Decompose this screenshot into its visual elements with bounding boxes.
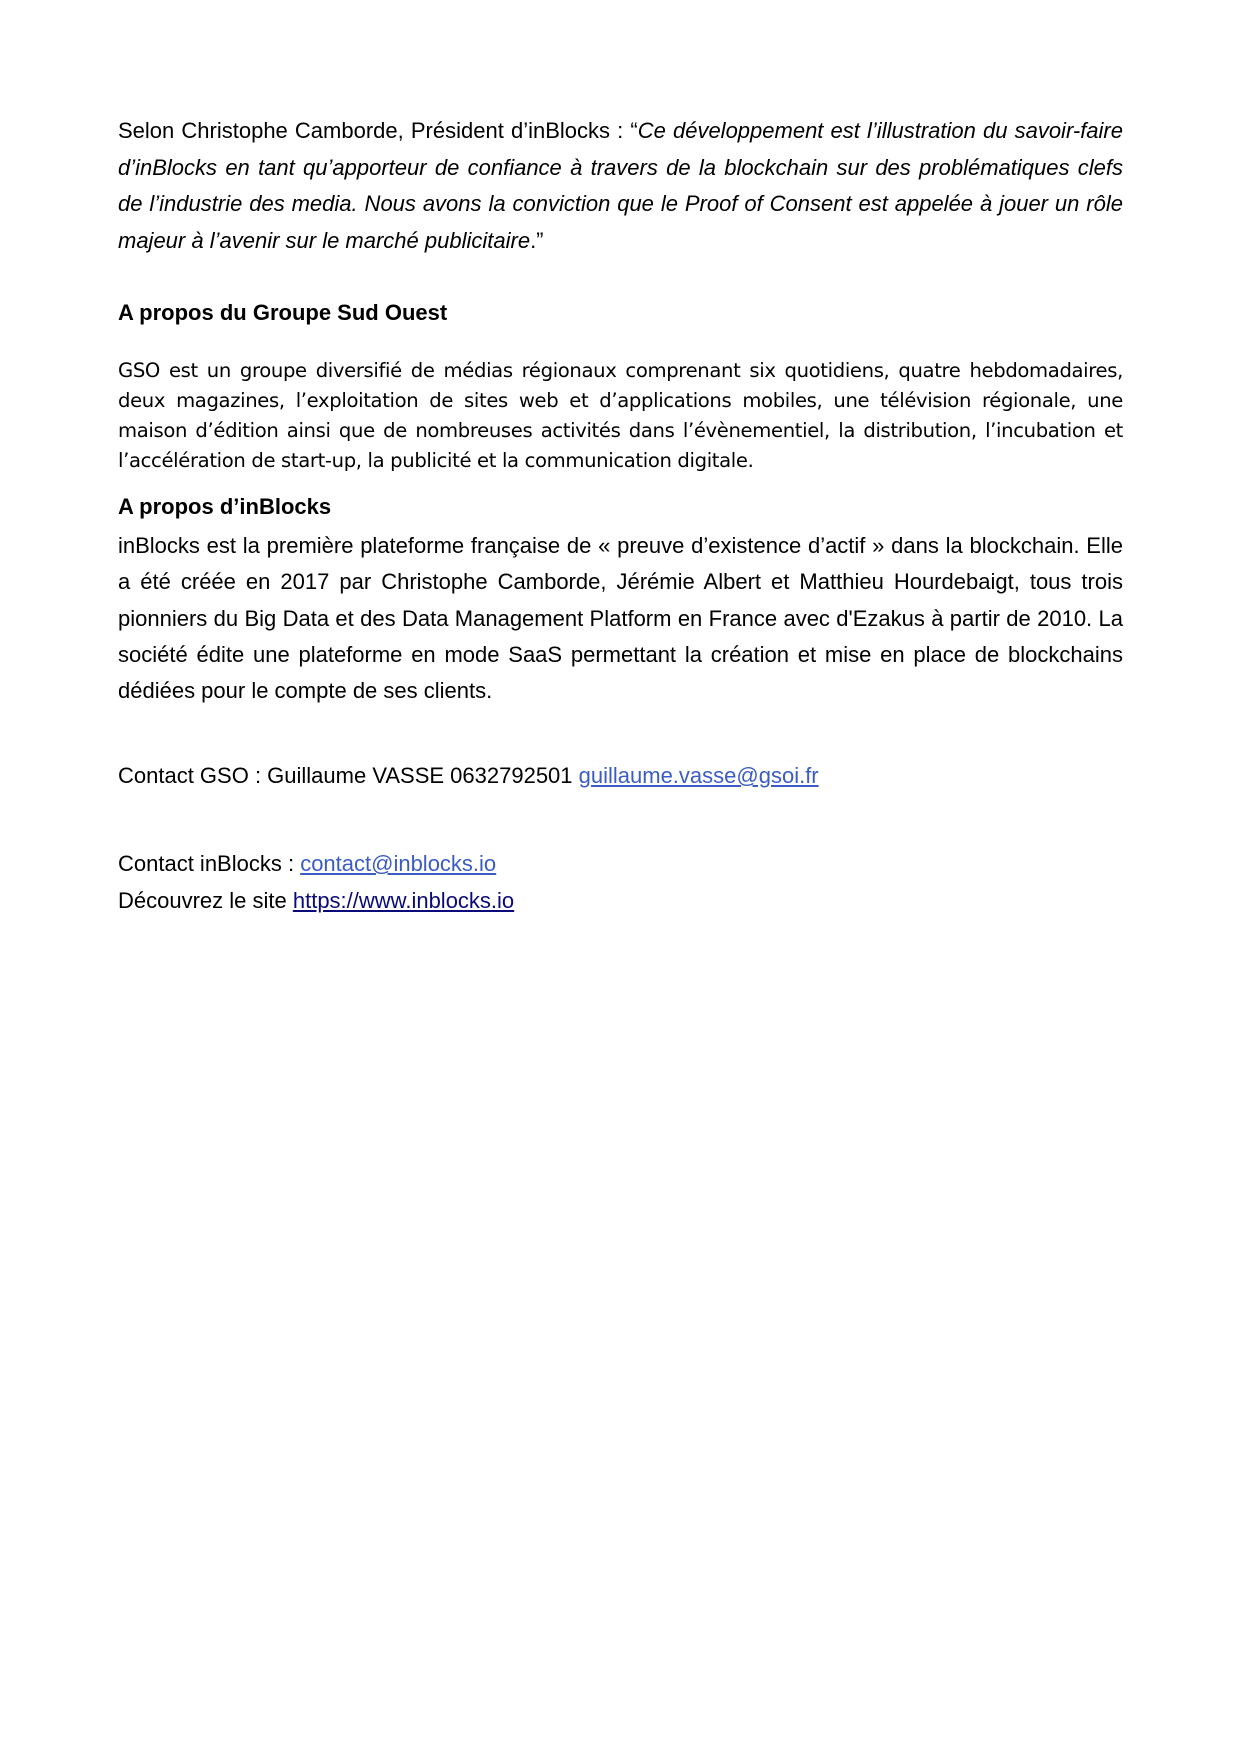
contact-inblocks-email-link[interactable]: contact@inblocks.io <box>300 851 497 876</box>
contact-inblocks-label: Contact inBlocks : <box>118 851 301 876</box>
contact-gso <box>118 763 819 789</box>
website-link[interactable]: https://www.inblocks.io <box>292 888 515 913</box>
contact-gso-label: Contact GSO : Guillaume VASSE 0632792501 <box>118 763 579 788</box>
website-label: Découvrez le site <box>118 888 293 913</box>
section-heading-gso: A propos du Groupe Sud Ouest <box>118 300 448 325</box>
section-body-gso: GSO est un groupe diversifié de médias régionaux comprenant six quotidiens, quatre hebdomadaires, deux magazines, l’exploitation de sites web et d’applications mobiles, une télévision régionale, une maison d’édition ainsi que de nombreuses activités dans l’évènementiel, la distribution, l’incubation et l’accélération de start-up, la publicité et la communication digitale. <box>118 358 1123 473</box>
website-line <box>118 888 514 914</box>
quote-intro: Selon Christophe Camborde, Président d’inBlocks : “ <box>118 118 638 143</box>
contact-gso-email-link[interactable]: guillaume.vasse@gsoi.fr <box>578 763 819 788</box>
contact-inblocks <box>118 851 496 877</box>
section-heading-inblocks: A propos d’inBlocks <box>118 494 332 519</box>
quote-closing: .” <box>530 227 544 253</box>
quote-paragraph <box>118 113 1123 259</box>
section-body-inblocks: inBlocks est la première plateforme française de « preuve d’existence d’actif » dans la blockchain. Elle a été créée en 2017 par Christophe Camborde, Jérémie Albert et Matthieu Hourdebaigt, tous trois pionniers du Big Data et des Data Management Platform en France avec d'Ezakus à partir de 2010. La société édite une plateforme en mode SaaS permettant la création et mise en place de blockchains dédiées pour le compte de ses clients. <box>118 533 1123 704</box>
quote-text: Ce développement est l’illustration du savoir-faire d’inBlocks en tant qu’apporteur de confiance à travers de la blockchain sur des problématiques clefs de l’industrie des media. Nous avons la conviction que le Proof of Consent est appelée à jouer un rôle majeur à l’avenir sur le marché publicitaire <box>118 118 1123 253</box>
